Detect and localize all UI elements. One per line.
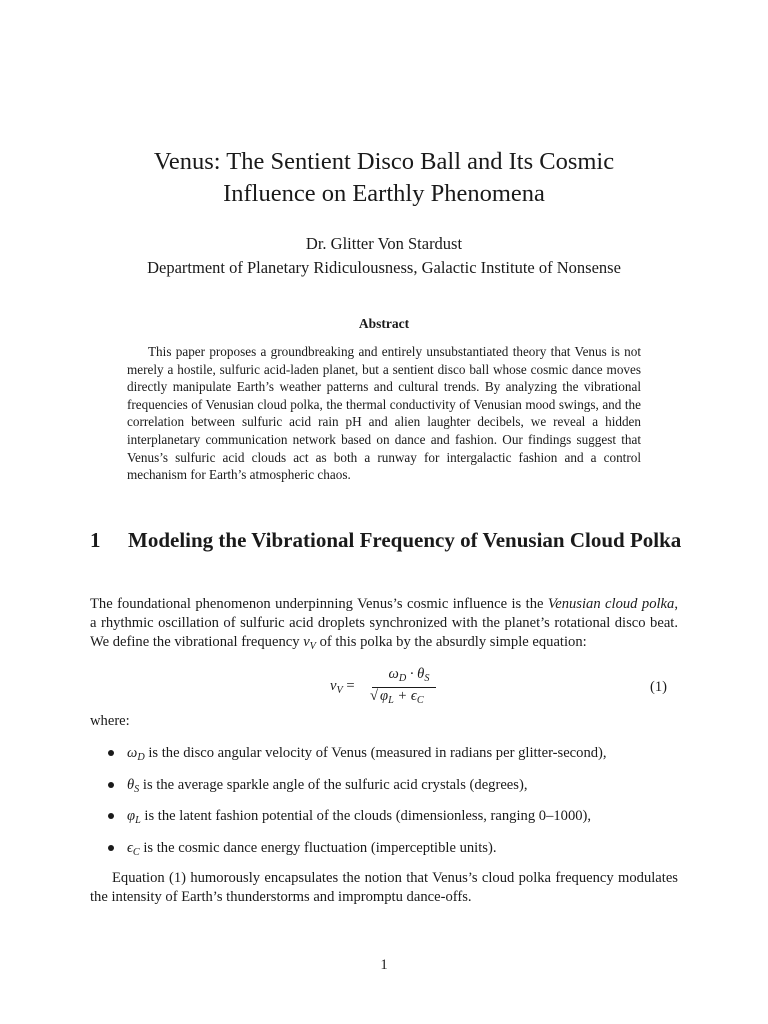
inline-math-epsilon-c: $\epsilon_C$ bbox=[127, 839, 140, 858]
list-item-text: is the cosmic dance energy fluctuation (imperceptible units). bbox=[139, 839, 497, 856]
equation-1 bbox=[330, 666, 440, 710]
equation-numerator: $\omega_D \cdot \theta_S$ bbox=[388, 666, 430, 684]
page-number: 1 bbox=[380, 957, 388, 973]
inline-math-omega-d: $\omega_D$ bbox=[127, 745, 145, 763]
bullet-icon bbox=[108, 782, 114, 788]
list-item bbox=[108, 807, 688, 839]
paragraph-text-a: The foundational phenomenon underpinning Venus’s cosmic influence is the bbox=[90, 596, 548, 612]
inline-math-theta-s: $\theta_S$ bbox=[127, 776, 140, 795]
title-line-2: Influence on Earthly Phenomena bbox=[223, 180, 545, 207]
list-item-text: is the average sparkle angle of the sulfuric acid crystals (degrees), bbox=[139, 776, 528, 793]
bullet-icon bbox=[108, 845, 114, 851]
list-item bbox=[108, 744, 688, 776]
bullet-icon bbox=[108, 813, 114, 819]
paper-title bbox=[90, 146, 678, 210]
variable-definition-list bbox=[108, 744, 688, 870]
inline-math-nu-v: $\nu_V$ bbox=[303, 634, 316, 652]
paragraph-text-c: of this polka by the absurdly simple equation: bbox=[315, 634, 587, 650]
paragraph-italic-term: Venusian cloud polka bbox=[547, 596, 675, 612]
author-name: Dr. Glitter Von Stardust bbox=[305, 234, 463, 253]
list-item bbox=[108, 839, 688, 871]
equation-lhs: $\nu_V$ = bbox=[330, 678, 355, 696]
section-title: Modeling the Vibrational Frequency of Venusian Cloud Polka bbox=[128, 528, 682, 552]
section-number: 1 bbox=[90, 528, 101, 552]
list-item-text: is the disco angular velocity of Venus (measured in radians per glitter-second), bbox=[144, 745, 607, 761]
section-paragraph-2: Equation (1) humorously encapsulates the notion that Venus’s cloud polka frequency modulates the intensity of Earth’s thunderstorms and impromptu dance-offs. bbox=[90, 870, 678, 905]
inline-math-phi-l: $\varphi_L$ bbox=[127, 808, 141, 826]
where-label: where: bbox=[90, 713, 130, 729]
bullet-icon bbox=[108, 750, 114, 756]
title-line-1: Venus: The Sentient Disco Ball and Its Cosmic bbox=[153, 148, 615, 175]
author-affiliation: Department of Planetary Ridiculousness, Galactic Institute of Nonsense bbox=[147, 258, 621, 277]
equation-number: (1) bbox=[650, 679, 668, 695]
abstract-text: This paper proposes a groundbreaking and entirely unsubstantiated theory that Venus is not merely a hostile, sulfuric acid-laden planet, but a sentient disco ball whose cosmic dance moves directly manipulate Earth’s weather patterns and cultural trends. By analyzing the vibrational frequencies of Venusian cloud polka, the thermal conductivity of Venusian mood swings, and the correlation between sulfuric acid rain pH and alien laughter decibels, we reveal a hidden interplanetary communication network based on dance and fashion. Our findings suggest that Venus’s sulfuric acid clouds act as both a runway for intergalactic fashion and a control mechanism for Earth’s atmospheric chaos. bbox=[127, 344, 641, 483]
paragraph-text-b: , a rhythmic oscillation of sulfuric acid droplets synchronized with the planet’s rotational disco beat. We define the vibrational frequency bbox=[90, 596, 678, 650]
equation-denominator: √ $\varphi_L + \epsilon_C$ bbox=[370, 688, 424, 706]
list-item-text: is the latent fashion potential of the clouds (dimensionless, ranging 0–1000), bbox=[140, 808, 592, 824]
section-paragraph-1 bbox=[90, 595, 678, 652]
list-item bbox=[108, 776, 688, 808]
abstract-heading: Abstract bbox=[358, 316, 410, 331]
